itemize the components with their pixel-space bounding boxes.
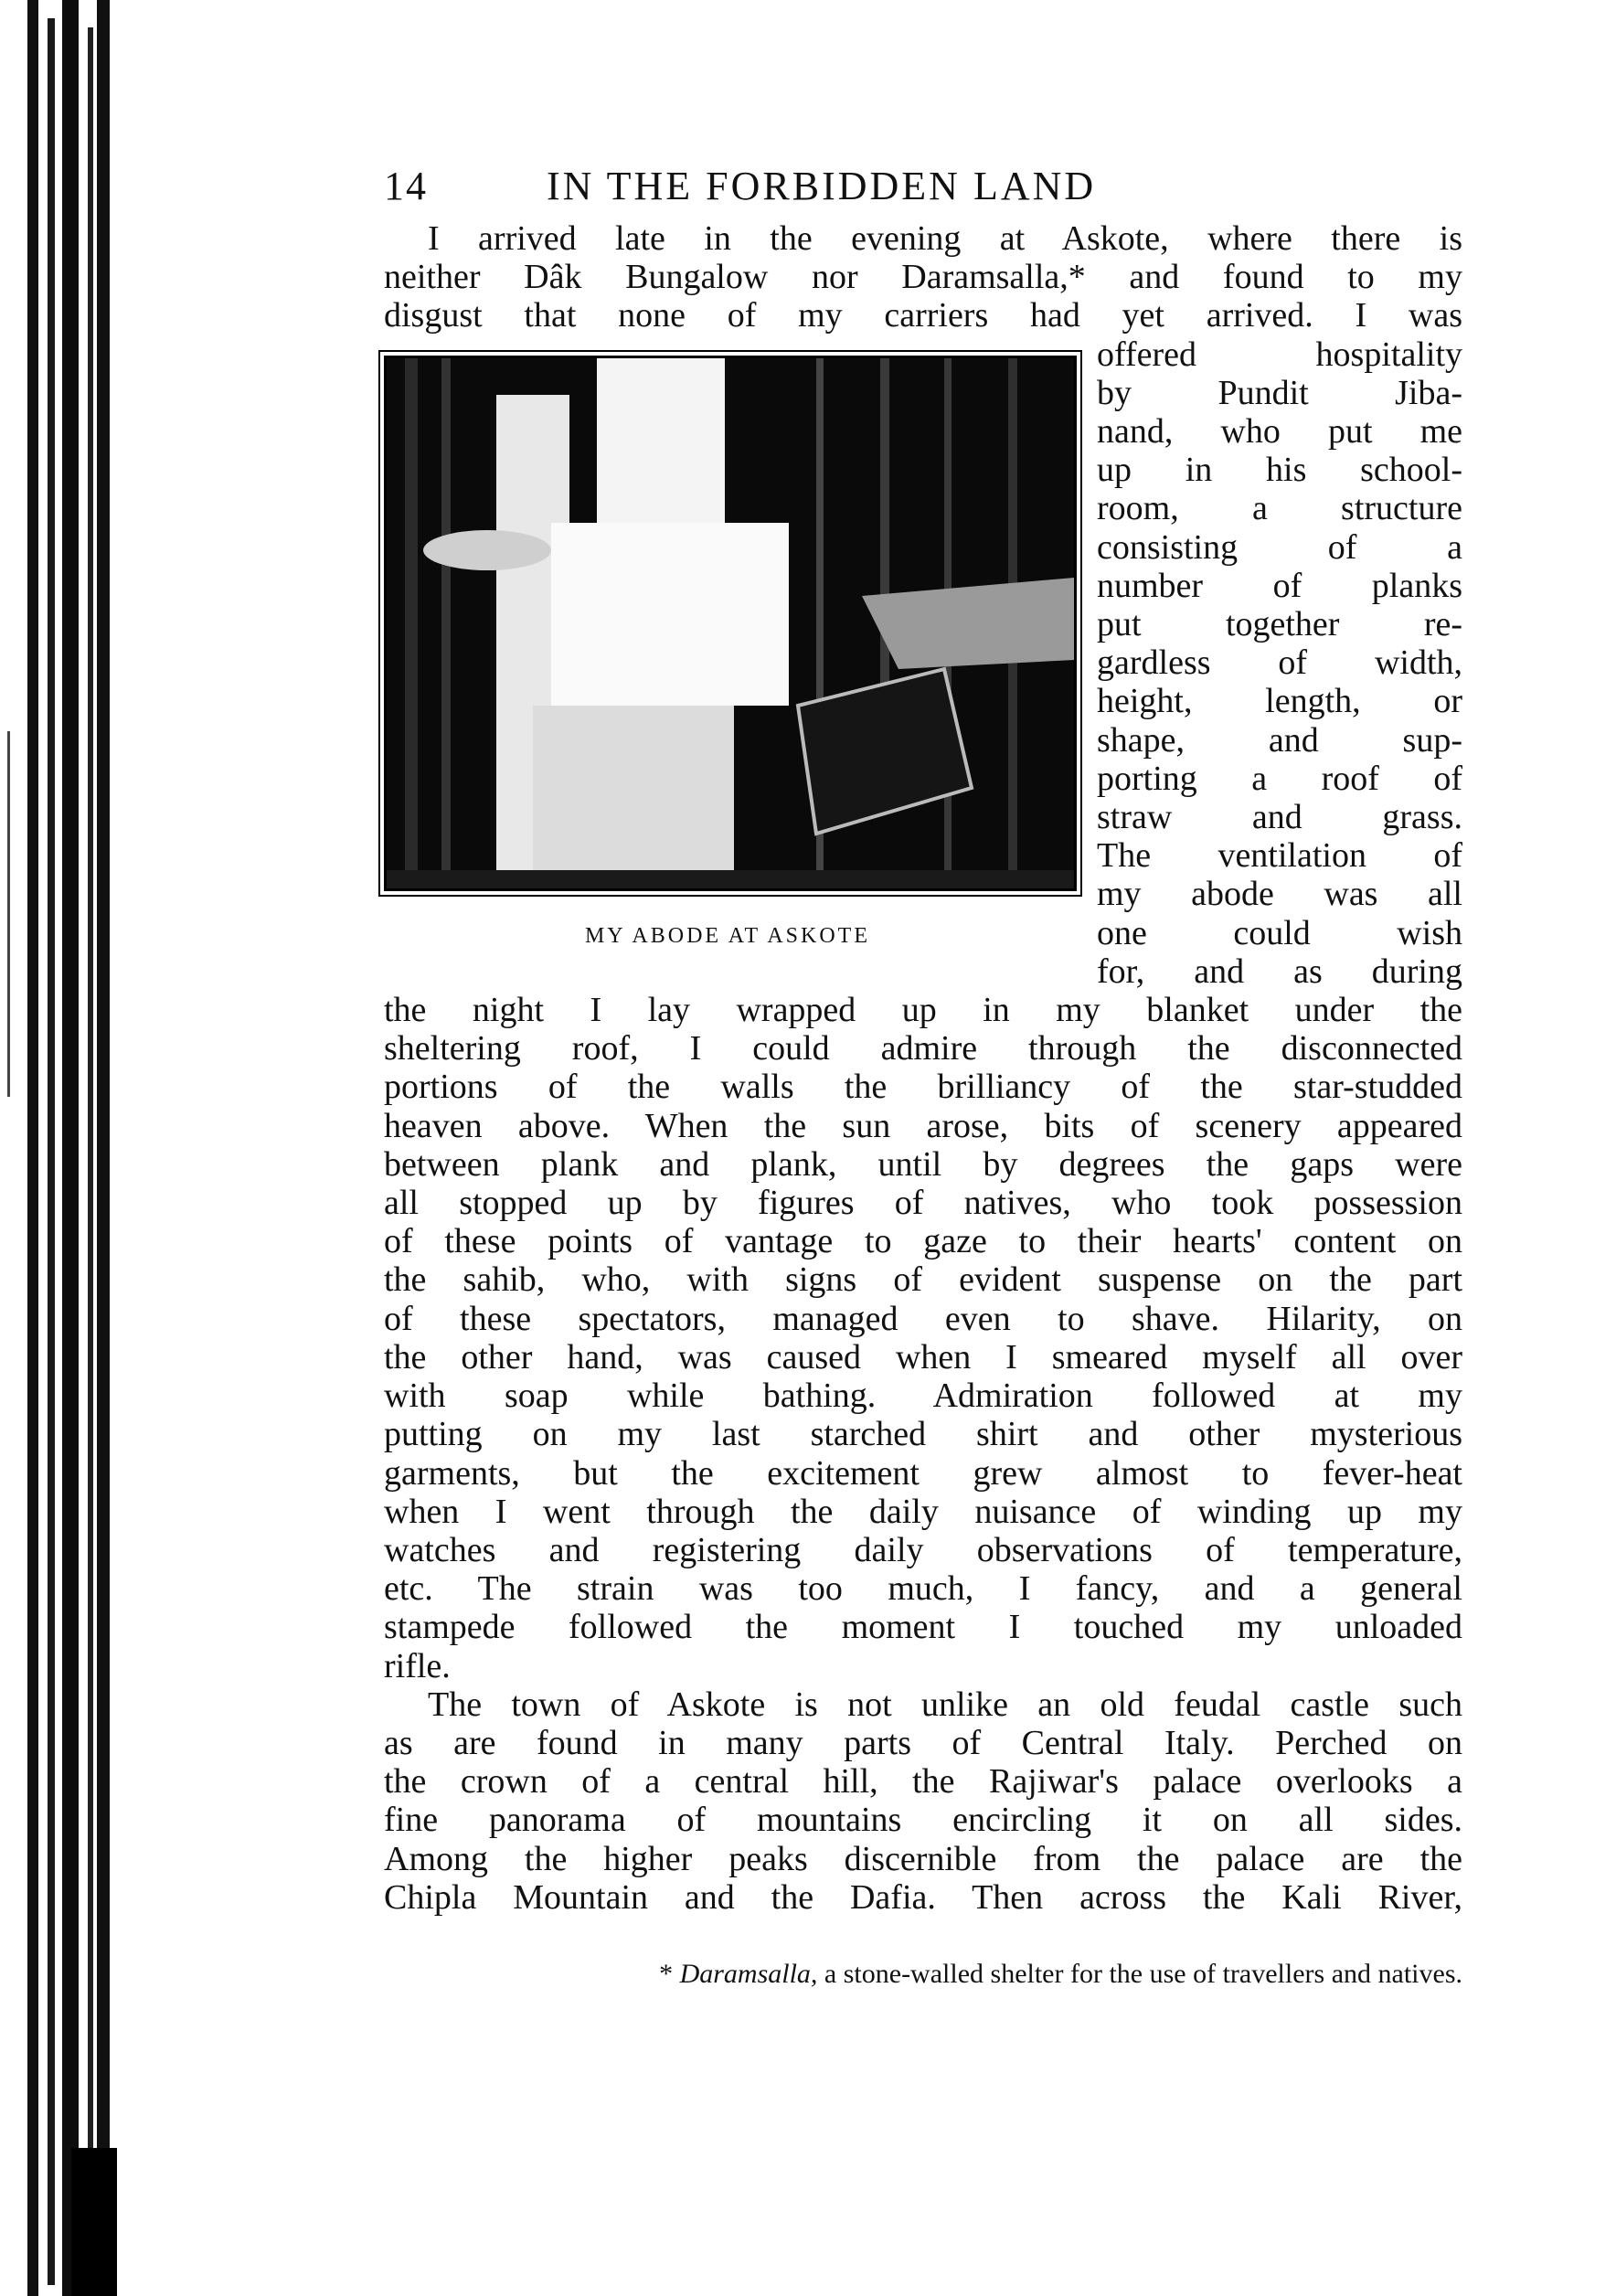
- text-line: when I went through the daily nuisance of winding up my: [384, 1492, 1462, 1531]
- text-line: my abode was all: [1097, 875, 1462, 914]
- text-line: all stopped up by figures of natives, who took possession: [384, 1184, 1462, 1223]
- text-line: portions of the walls the brilliancy of the star-studded: [384, 1068, 1462, 1107]
- figure: [384, 335, 1086, 991]
- text-line: between plank and plank, until by degrees the gaps were: [384, 1144, 1462, 1184]
- text-line: straw and grass.: [1097, 798, 1462, 837]
- photo-abode-at-askote: [384, 356, 1077, 891]
- book-page: [384, 155, 1462, 1990]
- text-line: offered hospitality: [1097, 335, 1462, 374]
- text-line: porting a roof of: [1097, 759, 1462, 798]
- text-line: The town of Askote is not unlike an old feudal castle such: [428, 1685, 1462, 1724]
- figure-wrap-section: [384, 335, 1462, 991]
- text-line: nand, who put me: [1097, 412, 1462, 452]
- text-line: the night I lay wrapped up in my blanket under the: [384, 991, 1462, 1030]
- main-text: [384, 219, 1462, 1917]
- text-line: one could wish: [1097, 913, 1462, 952]
- text-line: with soap while bathing. Admiration followed at my: [384, 1377, 1462, 1416]
- text-line: The ventilation of: [1097, 836, 1462, 876]
- footnote-term: Daramsalla,: [679, 1958, 818, 1989]
- text-line: up in his school-: [1097, 451, 1462, 490]
- text-line: room, a structure: [1097, 489, 1462, 528]
- text-line: rifle.: [384, 1646, 451, 1685]
- text-line: Among the higher peaks discernible from the palace are the: [384, 1839, 1462, 1878]
- text-line: of these points of vantage to gaze to their hearts' content on: [384, 1222, 1462, 1261]
- text-line: garments, but the excitement grew almost to fever-heat: [384, 1453, 1462, 1493]
- text-line: shape, and sup-: [1097, 720, 1462, 760]
- text-line: Chipla Mountain and the Dafia. Then across the Kali River,: [384, 1877, 1462, 1917]
- text-line: putting on my last starched shirt and other mysterious: [384, 1415, 1462, 1454]
- text-line: disgust that none of my carriers had yet arrived. I was: [384, 296, 1462, 335]
- running-head: IN THE FORBIDDEN LAND: [547, 164, 1097, 208]
- text-line: gardless of width,: [1097, 643, 1462, 683]
- text-line: watches and registering daily observations of temperature,: [384, 1530, 1462, 1569]
- text-line: as are found in many parts of Central Italy. Perched on: [384, 1723, 1462, 1762]
- text-line: the sahib, who, with signs of evident suspense on the part: [384, 1260, 1462, 1300]
- text-line: height, length, or: [1097, 682, 1462, 721]
- text-line: for, and as during: [1097, 951, 1462, 991]
- page-number: 14: [384, 164, 428, 208]
- text-line: neither Dâk Bungalow nor Daramsalla,* and found to my: [384, 258, 1462, 297]
- text-line: I arrived late in the evening at Askote, where there is: [428, 219, 1462, 258]
- text-line: of these spectators, managed even to shave. Hilarity, on: [384, 1299, 1462, 1338]
- side-column-text: [1097, 335, 1462, 991]
- text-line: put together re-: [1097, 605, 1462, 644]
- book-spine-edge: [0, 0, 137, 2296]
- text-line: stampede followed the moment I touched my unloaded: [384, 1608, 1462, 1647]
- footnote-text: a stone-walled shelter for the use of travellers and natives.: [824, 1958, 1462, 1989]
- text-line: sheltering roof, I could admire through the disconnected: [384, 1029, 1462, 1068]
- text-line: the other hand, was caused when I smeared myself all over: [384, 1337, 1462, 1377]
- text-line: number of planks: [1097, 566, 1462, 605]
- page-header: [384, 155, 1462, 219]
- text-line: consisting of a: [1097, 527, 1462, 567]
- text-line: fine panorama of mountains encircling it on all sides.: [384, 1801, 1462, 1840]
- footnote: [384, 1959, 1462, 1990]
- text-line: etc. The strain was too much, I fancy, and a general: [384, 1569, 1462, 1609]
- figure-caption: MY ABODE AT ASKOTE: [584, 923, 871, 948]
- footnote-marker: *: [659, 1958, 674, 1989]
- text-line: heaven above. When the sun arose, bits of scenery appeared: [384, 1106, 1462, 1145]
- text-line: by Pundit Jiba-: [1097, 373, 1462, 412]
- photo-image: [387, 358, 1074, 888]
- text-line: the crown of a central hill, the Rajiwar's palace overlooks a: [384, 1762, 1462, 1802]
